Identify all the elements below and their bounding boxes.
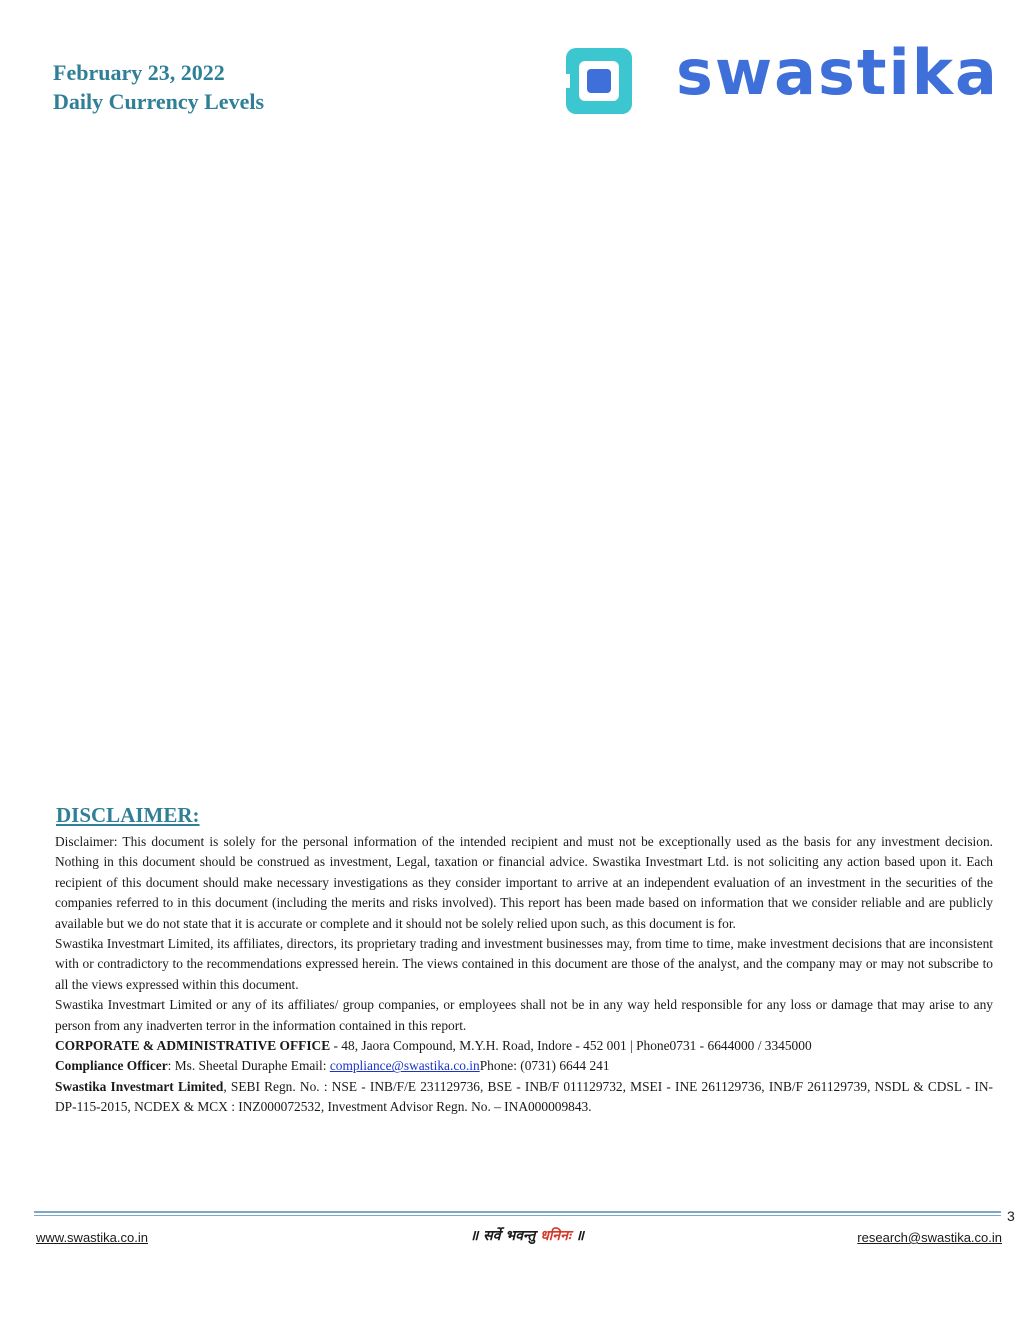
swastika-logo-text: swastika bbox=[676, 36, 999, 109]
motto-highlight: धनिनः bbox=[540, 1228, 571, 1244]
footer-rule-top bbox=[34, 1211, 1001, 1213]
company-name: Swastika Investmart Limited bbox=[55, 1078, 224, 1094]
research-email-link[interactable]: research@swastika.co.in bbox=[857, 1230, 1002, 1245]
compliance-officer-label: Compliance Officer bbox=[55, 1058, 168, 1074]
swastika-logo-icon bbox=[562, 44, 636, 118]
report-date: February 23, 2022 bbox=[53, 60, 225, 85]
disclaimer-heading: DISCLAIMER: bbox=[56, 803, 200, 827]
page-number: 3 bbox=[1007, 1208, 1015, 1224]
disclaimer-body bbox=[55, 832, 993, 1118]
disclaimer-paragraph-2: Swastika Investmart Limited, its affiliates, directors, its proprietary trading and investment businesses may, from time to time, make investment decisions that are inconsistent with or contradictory to the recommendations expressed herein. The views contained in this document are those of the analyst, and the company may or may not subscribe to all the views expressed within this document. bbox=[55, 936, 993, 992]
compliance-email-link[interactable]: compliance@swastika.co.in bbox=[329, 1058, 480, 1074]
motto-right: ॥ bbox=[570, 1228, 585, 1244]
footer-motto bbox=[470, 1226, 584, 1245]
corporate-office-address: - 48, Jaora Compound, M.Y.H. Road, Indore - 452 001 | Phone0731 - 6644000 / 3345000 bbox=[330, 1038, 812, 1054]
disclaimer-paragraph-3: Swastika Investmart Limited or any of its affiliates/ group companies, or employees shall not be in any way held responsible for any loss or damage that may arise to any person from any inadverten terror in the information contained in this report. bbox=[55, 997, 993, 1033]
compliance-phone: Phone: (0731) 6644 241 bbox=[479, 1058, 610, 1074]
footer-rule-bottom bbox=[34, 1215, 1001, 1216]
corporate-office-line bbox=[55, 1036, 993, 1056]
swastika-logo bbox=[560, 36, 1010, 120]
company-registration-line bbox=[55, 1077, 993, 1118]
compliance-officer-line bbox=[55, 1056, 993, 1076]
motto-left: ॥ सर्वे भवन्तु bbox=[470, 1228, 541, 1244]
disclaimer-paragraph-1: Disclaimer: This document is solely for the personal information of the intended recipient and must not be exceptionally used as the basis for any investment decision. Nothing in this document should be construed as investment, Legal, taxation or financial advice. Swastika Investmart Ltd. is not soliciting any action based upon it. Each recipient of this document should make necessary investigations as they consider important to arrive at an independent evaluation of an investment in the securities of the companies referred to in this document (including the merits and risks involved). This report has been made based on information that we consider reliable and are publicly available but we do not state that it is accurate or complete and it should not be solely relied upon such, as this document is for. bbox=[55, 834, 993, 931]
registration-numbers: , SEBI Regn. No. : NSE - INB/F/E 231129736, BSE - INB/F 011129732, MSEI - INE 261129736, INB/F 261129739, NSDL & CDSL - IN-DP-115-2015, NCDEX & MCX : INZ000072532, Investment Advisor Regn. No. – INA000009843. bbox=[55, 1078, 993, 1115]
report-title: Daily Currency Levels bbox=[53, 89, 265, 114]
compliance-officer-name: : Ms. Sheetal Duraphe Email: bbox=[167, 1058, 330, 1074]
website-link[interactable]: www.swastika.co.in bbox=[36, 1230, 148, 1245]
corporate-office-label: CORPORATE & ADMINISTRATIVE OFFICE bbox=[55, 1038, 331, 1054]
report-header bbox=[53, 58, 264, 116]
